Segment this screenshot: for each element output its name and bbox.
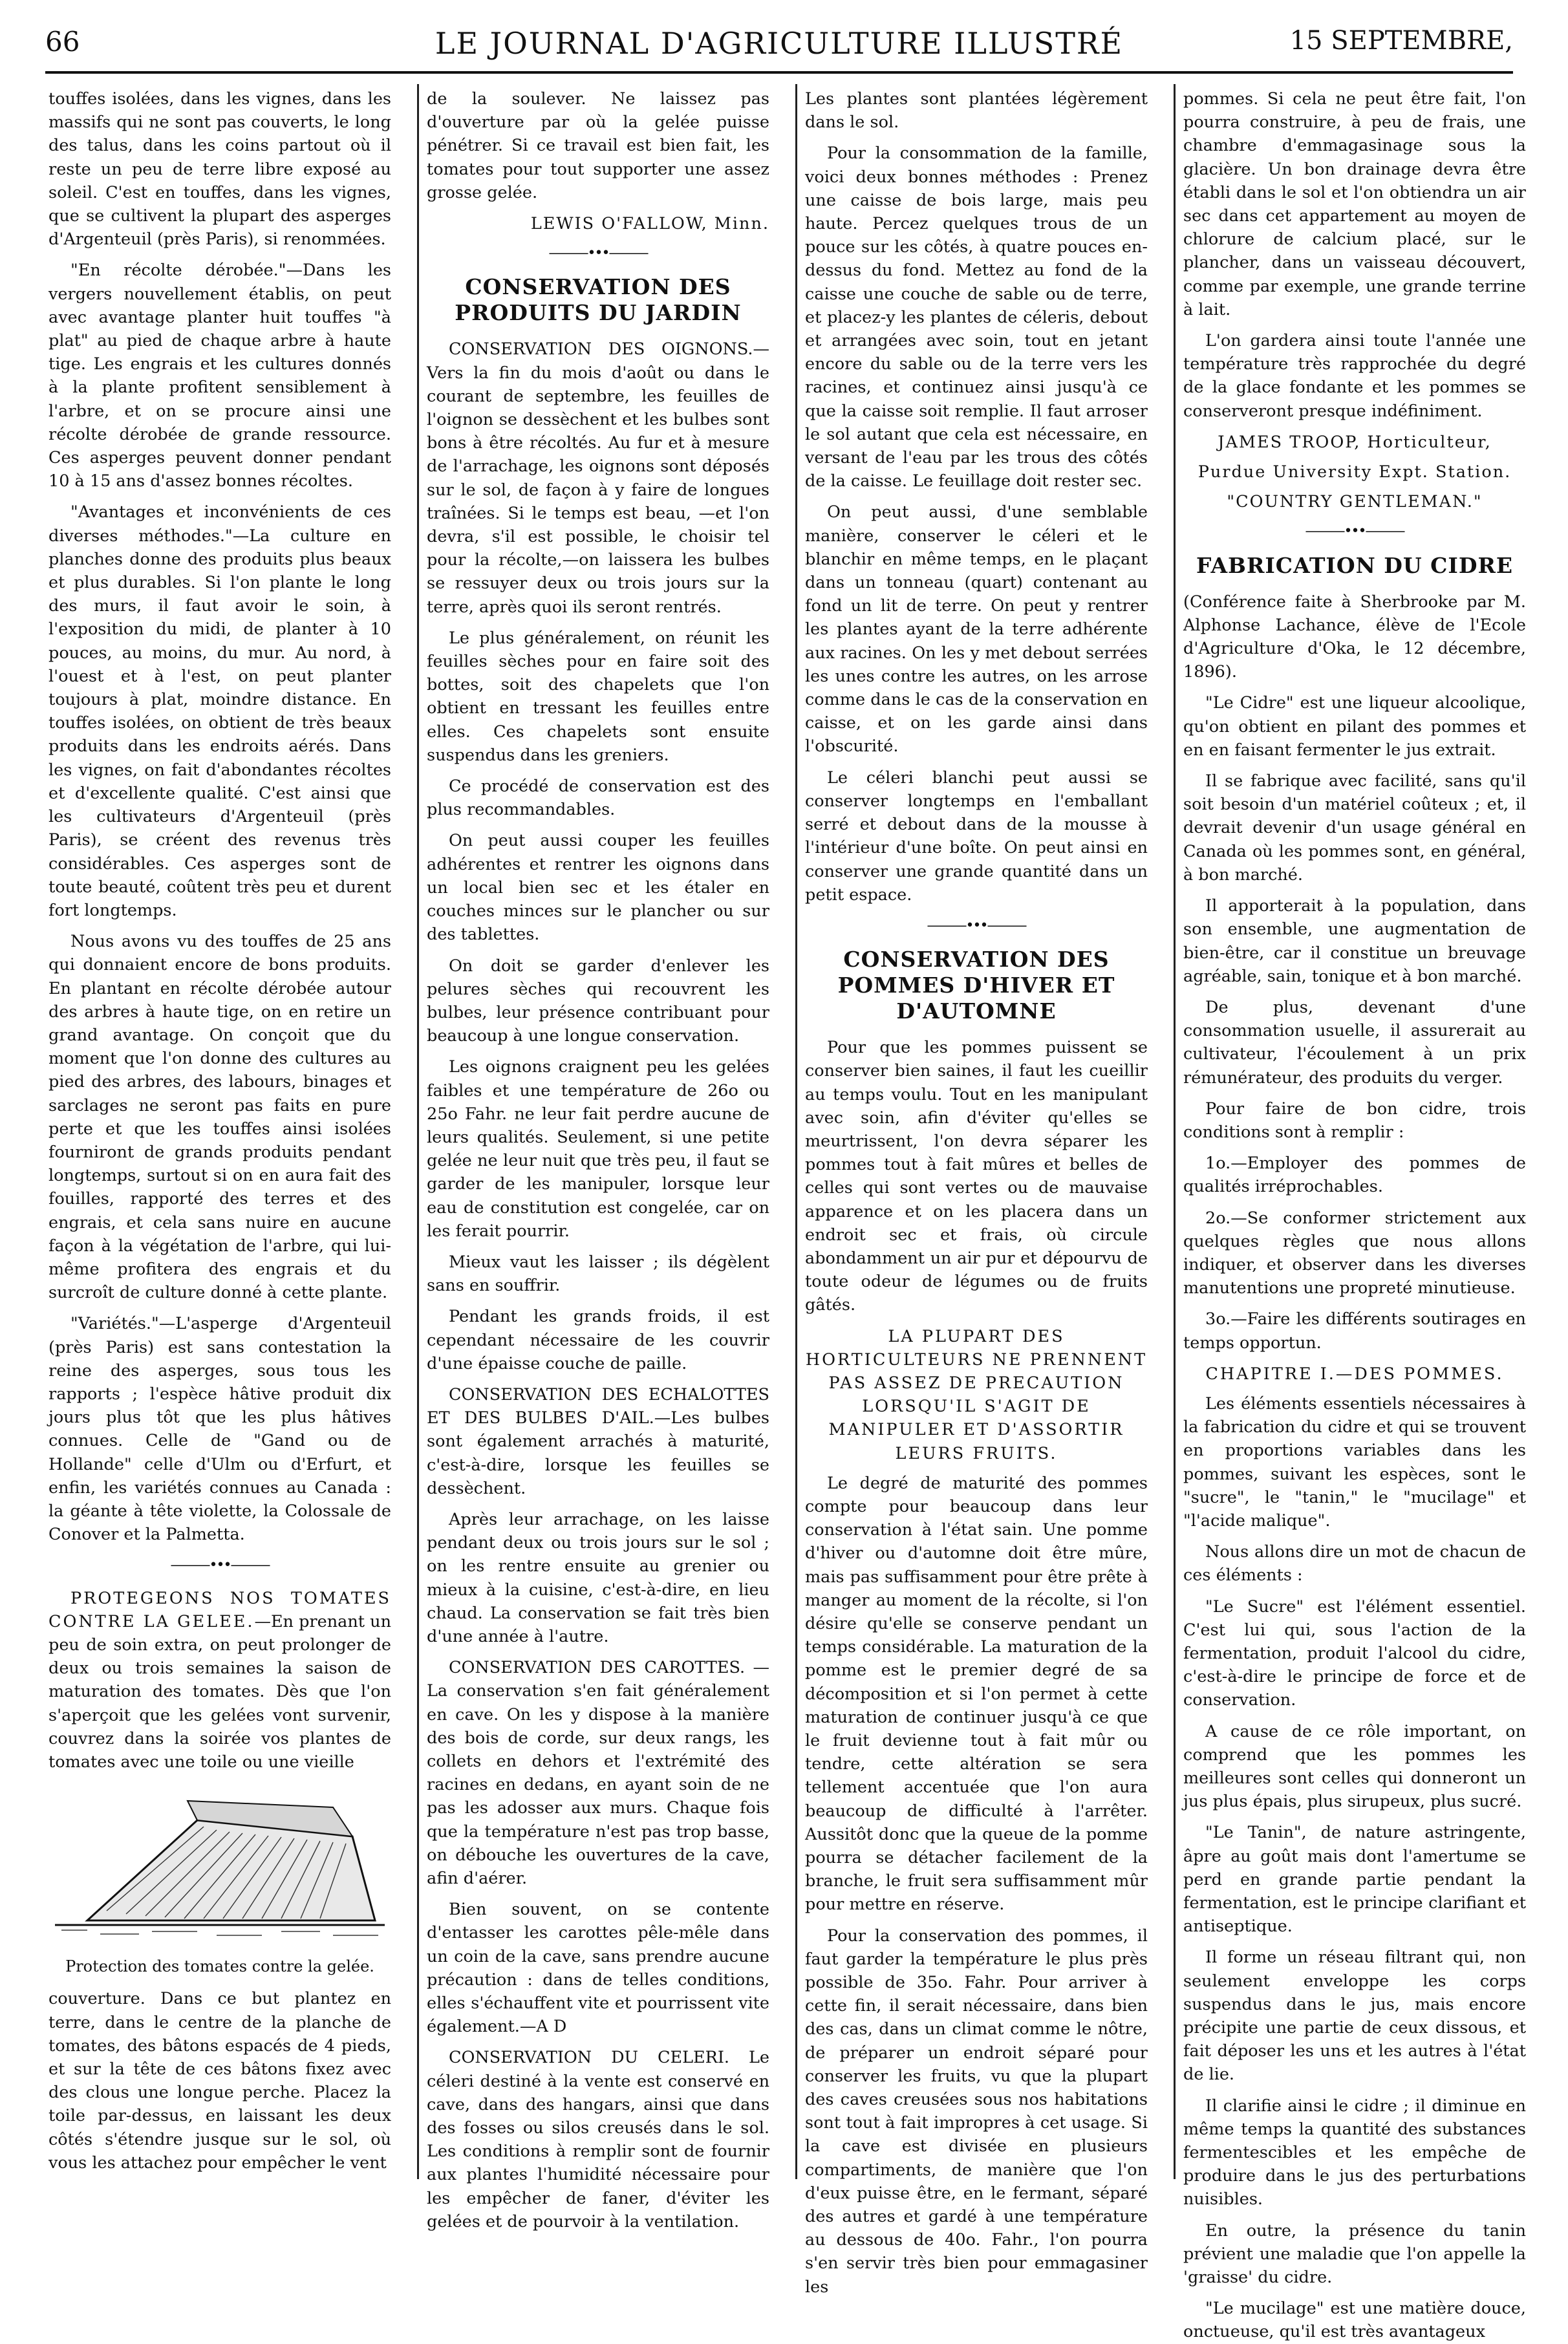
paragraph: Mieux vaut les laisser ; ils dégèlent sans en souffrir.: [427, 1252, 769, 1296]
paragraph: 1o.—Employer des pommes de qualités irréprochables.: [1183, 1154, 1526, 1197]
paragraph: Ce procédé de conservation est des plus recommandables.: [427, 777, 769, 820]
column-divider: [1174, 84, 1176, 2179]
issue-date: 15 SEPTEMBRE,: [1289, 26, 1513, 56]
tomato-protection-illustration: [48, 1781, 391, 1950]
paragraph: de la soulever. Ne laissez pas d'ouverture par où la gelée puisse pénétrer. Si ce travail est bien fait, les tomates pour tout supporter une assez grosse gelée.: [427, 89, 769, 202]
paragraph: Il apporterait à la population, dans son ensemble, une augmentation de bien-être, car il constitue un breuvage agréable, sain, tonique et à bon marché.: [1183, 896, 1526, 986]
paragraph: "Le Cidre" est une liqueur alcoolique, qu'on obtient en pilant des pommes et en en faisant fermenter le jus extrait.: [1183, 693, 1526, 760]
section-title: FABRICATION DU CIDRE: [1196, 552, 1514, 578]
author-affiliation: Purdue University Expt. Station.: [1197, 462, 1512, 482]
paragraph: A cause de ce rôle important, on comprend que les pommes les meilleures sont celles qui donneront un jus plus épais, plus sirupeux, plus sucré.: [1183, 1721, 1526, 1812]
paragraph: "Le Sucre" est l'élément essentiel. C'est lui qui, sous l'action de la fermentation, produit l'alcool du cidre, c'est-à-dire le principe de force et de conservation.: [1183, 1597, 1526, 1710]
paragraph: Pour que les pommes puissent se conserver bien saines, il faut les cueillir au temps voulu. Tout en les manipulant avec soin, afin d'éviter qu'elles se meurtrissent, l'on devra séparer les pommes tout à fait mûres et belles de celles qui sont vertes ou de mauvaise apparence et on les placera dans un endroit sec et frais, où circule abondamment un air pur et dépourvu de toute odeur de légumes ou de fruits gâtés.: [805, 1038, 1148, 1315]
paragraph: "Le mucilage" est une matière douce, onctueuse, qu'il est très avantageux: [1183, 2299, 1526, 2342]
paragraph: On peut aussi, d'une semblable manière, conserver le céleri et le blanchir en même temps, en le plaçant dans un tonneau (quart) contenant au fond un lit de terre. On peut y rentrer les plantes ayant de la terre adhérente aux racines. On les y met debout serrées les unes contre les autres, on les arrose comme dans le cas de la conservation en caisse, et on les garde ainsi dans l'obscurité.: [805, 502, 1148, 757]
lecture-note: (Conférence faite à Sherbrooke par M. Alphonse Lachance, élève de l'Ecole d'Agriculture d'Oka, le 12 décembre, 1896).: [1183, 592, 1526, 682]
chapter-heading: CHAPITRE I.—DES POMMES.: [1205, 1364, 1504, 1384]
page-number: 66: [45, 26, 80, 58]
section-title: CONSERVATION DES PRODUITS DU JARDIN: [455, 274, 742, 326]
paragraph: "En récolte dérobée."—Dans les vergers nouvellement établis, on peut avec avantage planter huit touffes "à plat" au pied de chaque arbre à haute tige. Les engrais et les cultures donnés à la plante profitent sensiblement à l'arbre, et on se procure ainsi une récolte dérobée de grande ressource. Ces asperges peuvent donner pendant 10 à 15 ans d'assez bonnes récoltes.: [48, 261, 391, 491]
column-4: [1183, 87, 1526, 2342]
paragraph: Le degré de maturité des pommes compte pour beaucoup dans leur conservation à l'état sain. Une pomme d'hiver ou d'automne doit être mûre, mais pas suffisamment pour être prête à manger au moment de la récolte, si l'on désire qu'elle se conserve pendant un temps considérable. La maturation de la pomme est le premier degré de sa décomposition et si l'on permet à cette maturation de continuer jusqu'à ce que le fruit devienne tout à fait mûr ou tendre, cette altération se sera tellement accentuée que l'on aura beaucoup de difficulté à l'arrêter. Aussitôt donc que la queue de la pomme pourra se détacher facilement de la branche, le fruit sera suffisamment mûr pour mettre en réserve.: [805, 1473, 1148, 1915]
header-rule: [45, 71, 1513, 74]
column-3: [805, 87, 1148, 2297]
section-heading: PROTEGEONS NOS TOMATES CONTRE LA GELEE.: [48, 1588, 391, 1631]
paragraph: couverture. Dans ce but plantez en terre, dans le centre de la planche de tomates, des bâtons espacés de 4 pieds, et sur la tête de ces bâtons fixez avec des clous une longue perche. Placez la toile par-dessus, en laissant les deux côtés s'étendre jusque sur le sol, où vous les attachez pour empêcher le vent: [48, 1989, 391, 2173]
paragraph: On peut aussi couper les feuilles adhérentes et rentrer les oignons dans un local bien sec et les étaler en couches minces sur le plancher ou sur des tablettes.: [427, 831, 769, 945]
paragraph-tomates: PROTEGEONS NOS TOMATES CONTRE LA GELEE.—En prenant un peu de soin extra, on peut prolonger de deux ou trois semaines la saison de maturation des tomates. Dès que l'on s'aperçoit que les gelées vont survenir, couvrez dans la soirée vos plantes de tomates avec une toile ou une vieille: [48, 1588, 391, 1772]
paragraph: pommes. Si cela ne peut être fait, l'on pourra construire, à peu de frais, une chambre d'emmagasinage sous la glacière. Un bon drainage devra être établi dans le sol et l'on obtiendra un air sec dans cet appartement au moyen de chlorure de calcium placé, sur le plancher, dans un vaisseau découvert, comme par exemple, une grande terrine à lait.: [1183, 89, 1526, 319]
illustration-caption: Protection des tomates contre la gelée.: [65, 1957, 374, 1976]
paragraph: 3o.—Faire les différents soutirages en temps opportun.: [1183, 1309, 1526, 1353]
paragraph: De plus, devenant d'une consommation usuelle, il assurerait au cultivateur, l'écoulement à un prix rémunérateur, des produits du verger.: [1183, 997, 1526, 1088]
paragraph: On doit se garder d'enlever les pelures sèches qui recouvrent les bulbes, leur présence contribuant pour beaucoup à une longue conservation.: [427, 956, 769, 1046]
paragraph: touffes isolées, dans les vignes, dans les massifs qui ne sont pas couverts, le long des talus, dans les coins partout où il reste un peu de terre libre exposé au soleil. C'est en touffes, dans les vignes, que se cultivent la plupart des asperges d'Argenteuil (près Paris), si renommées.: [48, 89, 391, 250]
paragraph: Les plantes sont plantées légèrement dans le sol.: [805, 89, 1148, 133]
separator: ———•••———: [1305, 523, 1404, 540]
page-header: [45, 26, 1513, 65]
author-signature: LEWIS O'FALLOW, Minn.: [530, 214, 769, 234]
paragraph: En outre, la présence du tanin prévient une maladie que l'on appelle la 'graisse' du cidre.: [1183, 2220, 1526, 2288]
paragraph: Les oignons craignent peu les gelées faibles et une température de 26o ou 25o Fahr. ne leur fait perdre aucune de leurs qualités. Seulement, si une petite gelée ne leur nuit que très peu, il faut se garder de les manipuler, lorsque leur eau de constitution est congelée, car on les ferait pourrir.: [427, 1057, 769, 1241]
paragraph: L'on gardera ainsi toute l'année une température très rapprochée du degré de la glace fondante et les pommes se conserveront presque indéfiniment.: [1183, 331, 1526, 421]
paragraph: Nous allons dire un mot de chacun de ces éléments :: [1183, 1542, 1526, 1586]
paragraph: Il clarifie ainsi le cidre ; il diminue en même temps la quantité des substances fermentescibles et les empêche de produire dans le jus des perturbations nuisibles.: [1183, 2096, 1526, 2210]
journal-title: LE JOURNAL D'AGRICULTURE ILLUSTRÉ: [435, 26, 1124, 61]
column-divider: [795, 84, 797, 2179]
author-signature: JAMES TROOP, Horticulteur,: [1218, 432, 1492, 452]
paragraph: CONSERVATION DES ECHALOTTES ET DES BULBES D'AIL.—Les bulbes sont également arrachés à maturité, c'est-à-dire, lorsque les feuilles se dessèchent.: [427, 1384, 769, 1498]
paragraph: CONSERVATION DU CELERI. Le céleri destiné à la vente est conservé en cave, dans des hangars, ainsi que dans des fosses ou silos creusés dans le sol. Les conditions à remplir sont de fournir aux plantes l'humidité nécessaire pour les empêcher de faner, d'éviter les gelées et de pourvoir à la ventilation.: [427, 2048, 769, 2231]
paragraph: Pour la conservation des pommes, il faut garder la température le plus près possible de 35o. Fahr. Pour arriver à cette fin, il serait nécessaire, dans bien des cas, dans un climat comme le nôtre, de préparer un endroit séparé pour conserver les fruits, vu que la plupart des caves creusées sous nos habitations sont tout à fait impropres à cet usage. Si la cave est divisée en plusieurs compartiments, de manière que l'on d'eux puisse être, en le fermant, séparé des autres et gardé à une température au dessous de 40o. Fahr., l'on pourra s'en servir très bien pour emmagasiner les: [805, 1926, 1148, 2297]
paragraph: CONSERVATION DES OIGNONS.—Vers la fin du mois d'août ou dans le courant de septembre, les feuilles de l'oignon se dessèchent et les bulbes sont bons à être récoltés. Au fur et à mesure de l'arrachage, les oignons sont déposés sur le sol, de façon à y faire de longues traînées. Si le temps est beau, —et l'on devra, s'il est possible, le choisir tel pour la récolte,—on laissera les bulbes se ressuyer deux ou trois jours sur la terre, après quoi ils seront rentrés.: [427, 339, 769, 617]
paragraph: Nous avons vu des touffes de 25 ans qui donnaient encore de bons produits. En plantant en récolte dérobée autour des arbres à haute tige, on en retire un grand avantage. On conçoit que du moment que l'on donne des cultures au pied des arbres, des labours, binages et sarclages ne seront pas faits en pure perte et que les touffes ainsi isolées fourniront de grands produits pendant longtemps, surtout si on en aura fait des fouilles, rapporté des terres et des engrais, et cela sans nuire en aucune façon à la végétation de l'arbre, qui lui-même profitera des engrais et du surcroît de culture donné à cette plante.: [48, 932, 391, 1303]
paragraph: Pour la consommation de la famille, voici deux bonnes méthodes : Prenez une caisse de bois large, mais peu haute. Percez quelques trous de un pouce sur les côtés, à quatre pouces en-dessus du fond. Mettez au fond de la caisse une couche de sable ou de terre, et placez-y les plantes de céleris, debout et arrangées avec soin, tout en jetant encore du sable ou de la terre vers les racines, et continuez ainsi jusqu'à ce que la caisse soit remplie. Il faut arroser le sol autant que cela est nécessaire, en versant de l'eau par les trous des côtés de la caisse. Le feuillage doit rester sec.: [805, 144, 1148, 491]
paragraph: Les éléments essentiels nécessaires à la fabrication du cidre et qui se trouvent en proportions variables dans les pommes, suivant les espèces, sont le "sucre", le "tanin," le "mucilage" et "l'acide malique".: [1183, 1393, 1526, 1531]
paragraph: Après leur arrachage, on les laisse pendant deux ou trois jours sur le sol ; on les rentre ensuite au grenier ou mieux à la cuisine, c'est-à-dire, en lieu chaud. La conservation se fait très bien d'une année à l'autre.: [427, 1509, 769, 1646]
paragraph: CONSERVATION DES CAROTTES. —La conservation s'en fait généralement en cave. On les y dispose à la manière des bois de corde, sur deux rangs, les collets en dehors et l'extrémité des racines en dedans, en ayant soin de ne pas les adosser aux murs. Chaque fois que la température n'est pas trop basse, on débouche les ouvertures de la cave, afin d'aérer.: [427, 1658, 769, 1889]
paragraph: Il se fabrique avec facilité, sans qu'il soit besoin d'un matériel coûteux ; et, il devrait devenir d'un usage général en Canada où les pommes sont, en général, à bon marché.: [1183, 771, 1526, 885]
separator: ———•••———: [170, 1557, 270, 1574]
column-divider: [417, 84, 419, 2179]
separator: ———•••———: [927, 917, 1026, 934]
column-1: [48, 87, 391, 2176]
paragraph: Le plus généralement, on réunit les feuilles sèches pour en faire soit des bottes, soit des chapelets que l'on obtient en tressant les feuilles entre elles. Ces chapelets sont ensuite suspendus dans les greniers.: [427, 628, 769, 765]
source-credit: "COUNTRY GENTLEMAN.": [1227, 492, 1483, 512]
paragraph: 2o.—Se conformer strictement aux quelques règles que nous allons indiquer, et observer dans les diverses manutentions une propreté minutieuse.: [1183, 1208, 1526, 1298]
paragraph: Le céleri blanchi peut aussi se conserver longtemps en l'emballant serré et debout dans de la mousse à l'intérieur d'une boîte. On peut ainsi en conserver une grande quantité dans un petit espace.: [805, 768, 1148, 905]
section-subtitle: LA PLUPART DES HORTICULTEURS NE PRENNENT PAS ASSEZ DE PRECAUTION LORSQU'IL S'AGIT DE MANIPULER ET D'ASSORTIR LEURS FRUITS.: [805, 1326, 1148, 1463]
paragraph: Pendant les grands froids, il est cependant nécessaire de les couvrir d'une épaisse couche de paille.: [427, 1307, 769, 1373]
paragraph: "Avantages et inconvénients de ces diverses méthodes."—La culture en planches donne des produits plus beaux et plus durables. Si l'on plante le long des murs, il faut avoir le soin, à l'exposition du midi, de planter à 10 pouces, au moins, du mur. Au nord, à l'ouest et à l'est, on peut planter toujours à plat, moindre distance. En touffes isolées, on obtient de très beaux produits dans les endroits aérés. Dans les vignes, on fait d'abondantes récoltes et d'excellente qualité. C'est ainsi que les cultivateurs d'Argenteuil (près Paris), se créent des revenus très considérables. Ces asperges sont de toute beauté, coûtent très peu et durent fort longtemps.: [48, 502, 391, 920]
paragraph: "Variétés."—L'asperge d'Argenteuil (près Paris) est sans contestation la reine des asperges, sous tous les rapports ; l'espèce hâtive produit dix jours plus tôt que les plus hâtives connues. Celle de "Gand ou de Hollande" celle d'Ulm ou d'Erfurt, et enfin, les variétés connues au Canada : la géante à tête violette, la Colossale de Conover et la Palmetta.: [48, 1314, 391, 1545]
separator: ———•••———: [548, 245, 648, 262]
paragraph: "Le Tanin", de nature astringente, âpre au goût mais dont l'amertume se perd en grande partie pendant la fermentation, est le principe clarifiant et antiseptique.: [1183, 1823, 1526, 1937]
column-2: [427, 87, 769, 2231]
paragraph: Bien souvent, on se contente d'entasser les carottes pêle-mêle dans un coin de la cave, sans prendre aucune précaution : dans de telles conditions, elles s'échauffent vite et pourrissent vite également.—A D: [427, 1900, 769, 2037]
section-title: CONSERVATION DES POMMES D'HIVER ET D'AUTOMNE: [837, 947, 1115, 1024]
paragraph: Il forme un réseau filtrant qui, non seulement enveloppe les corps suspendus dans le jus, mais encore précipite une partie de ceux dissous, et fait déposer les uns et les autres à l'état de lie.: [1183, 1948, 1526, 2085]
paragraph: Pour faire de bon cidre, trois conditions sont à remplir :: [1183, 1099, 1526, 1142]
